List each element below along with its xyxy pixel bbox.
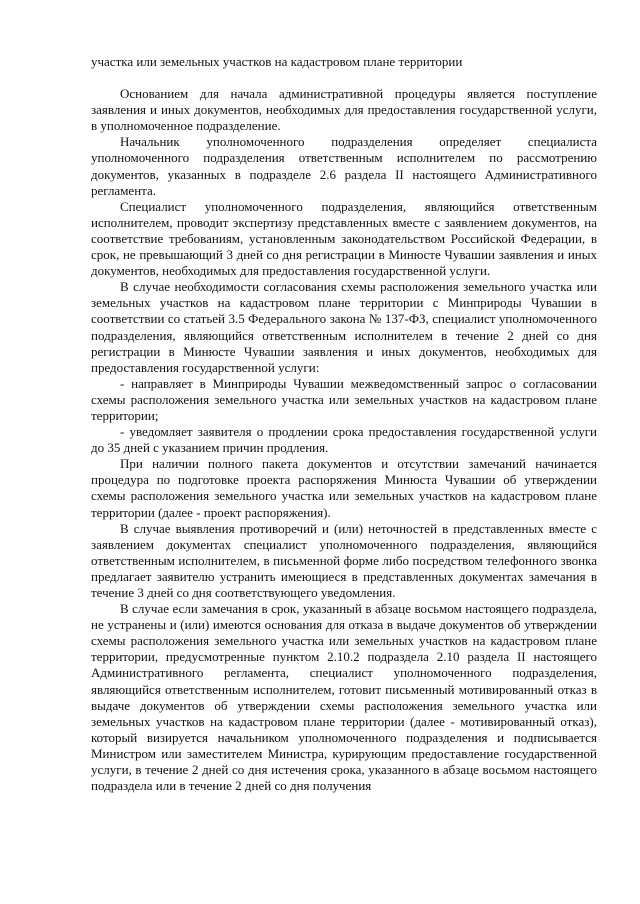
paragraph-basis: Основанием для начала административной процедуры является поступление заявления и иных документов, необходимых для предоставления государственной услуги, в уполномоченное подразделение. (91, 86, 597, 134)
paragraph-contradictions: В случае выявления противоречий и (или) неточностей в представленных вместе с заявлением документах специалист уполномоченного подразделения, являющийся ответственным исполнителем, в письменной форме либо посредством телефонного звонка предлагает заявителю устранить имеющиеся в представленных документах замечания в течение 3 дней со дня соответствующего уведомления. (91, 520, 597, 600)
paragraph-full-package: При наличии полного пакета документов и отсутствии замечаний начинается процедура по подготовке проекта распоряжения Минюста Чувашии об утверждении схемы расположения земельного участка или земельных участков на кадастровом плане территории (далее - проект распоряжения). (91, 456, 597, 520)
paragraph-head-assigns: Начальник уполномоченного подразделения определяет специалиста уполномоченного подразделения ответственным исполнителем по рассмотрению документов, указанных в подразделе 2.6 раздела II настоящего Административного регламента. (91, 134, 597, 198)
continued-line: участка или земельных участков на кадастровом плане территории (91, 54, 463, 69)
list-item-notify: - уведомляет заявителя о продлении срока предоставления государственной услуги до 35 дней с указанием причин продления. (91, 424, 597, 456)
document-body (91, 54, 597, 794)
paragraph-coordination: В случае необходимости согласования схемы расположения земельного участка или земельных участков на кадастровом плане территории с Минприроды Чувашии в соответствии со статьей 3.5 Федерального закона № 137-ФЗ, специалист уполномоченного подразделения, являющийся ответственным исполнителем в течение 2 дней со дня регистрации в Минюсте Чувашии заявления и иных документов, необходимых для предоставления государственной услуги: (91, 279, 597, 375)
paragraph-refusal: В случае если замечания в срок, указанный в абзаце восьмом настоящего подраздела, не устранены и (или) имеются основания для отказа в выдаче документов об утверждении схемы расположения земельного участка или земельных участков на кадастровом плане территории, предусмотренные пунктом 2.10.2 подраздела 2.10 раздела II настоящего Административного регламента, специалист уполномоченного подразделения, являющийся ответственным исполнителем, готовит письменный мотивированный отказ в выдаче документов об утверждении схемы расположения земельного участка или земельных участков на кадастровом плане территории (далее - мотивированный отказ), который визируется начальником уполномоченного подразделения и подписывается Министром или заместителем Министра, курирующим предоставление государственной услуги, в течение 2 дней со дня истечения срока, указанного в абзаце восьмом настоящего подраздела или в течение 2 дней со дня получения (91, 601, 597, 794)
paragraph-specialist-review: Специалист уполномоченного подразделения, являющийся ответственным исполнителем, проводит экспертизу представленных вместе с заявлением документов, на соответствие требованиям, установленным законодательством Российской Федерации, в срок, не превышающий 3 дней со дня регистрации в Минюсте Чувашии заявления и иных документов, необходимых для предоставления государственной услуги. (91, 198, 597, 279)
list-item-request: - направляет в Минприроды Чувашии межведомственный запрос о согласовании схемы расположения земельного участка или земельных участков на кадастровом плане территории; (91, 375, 597, 423)
